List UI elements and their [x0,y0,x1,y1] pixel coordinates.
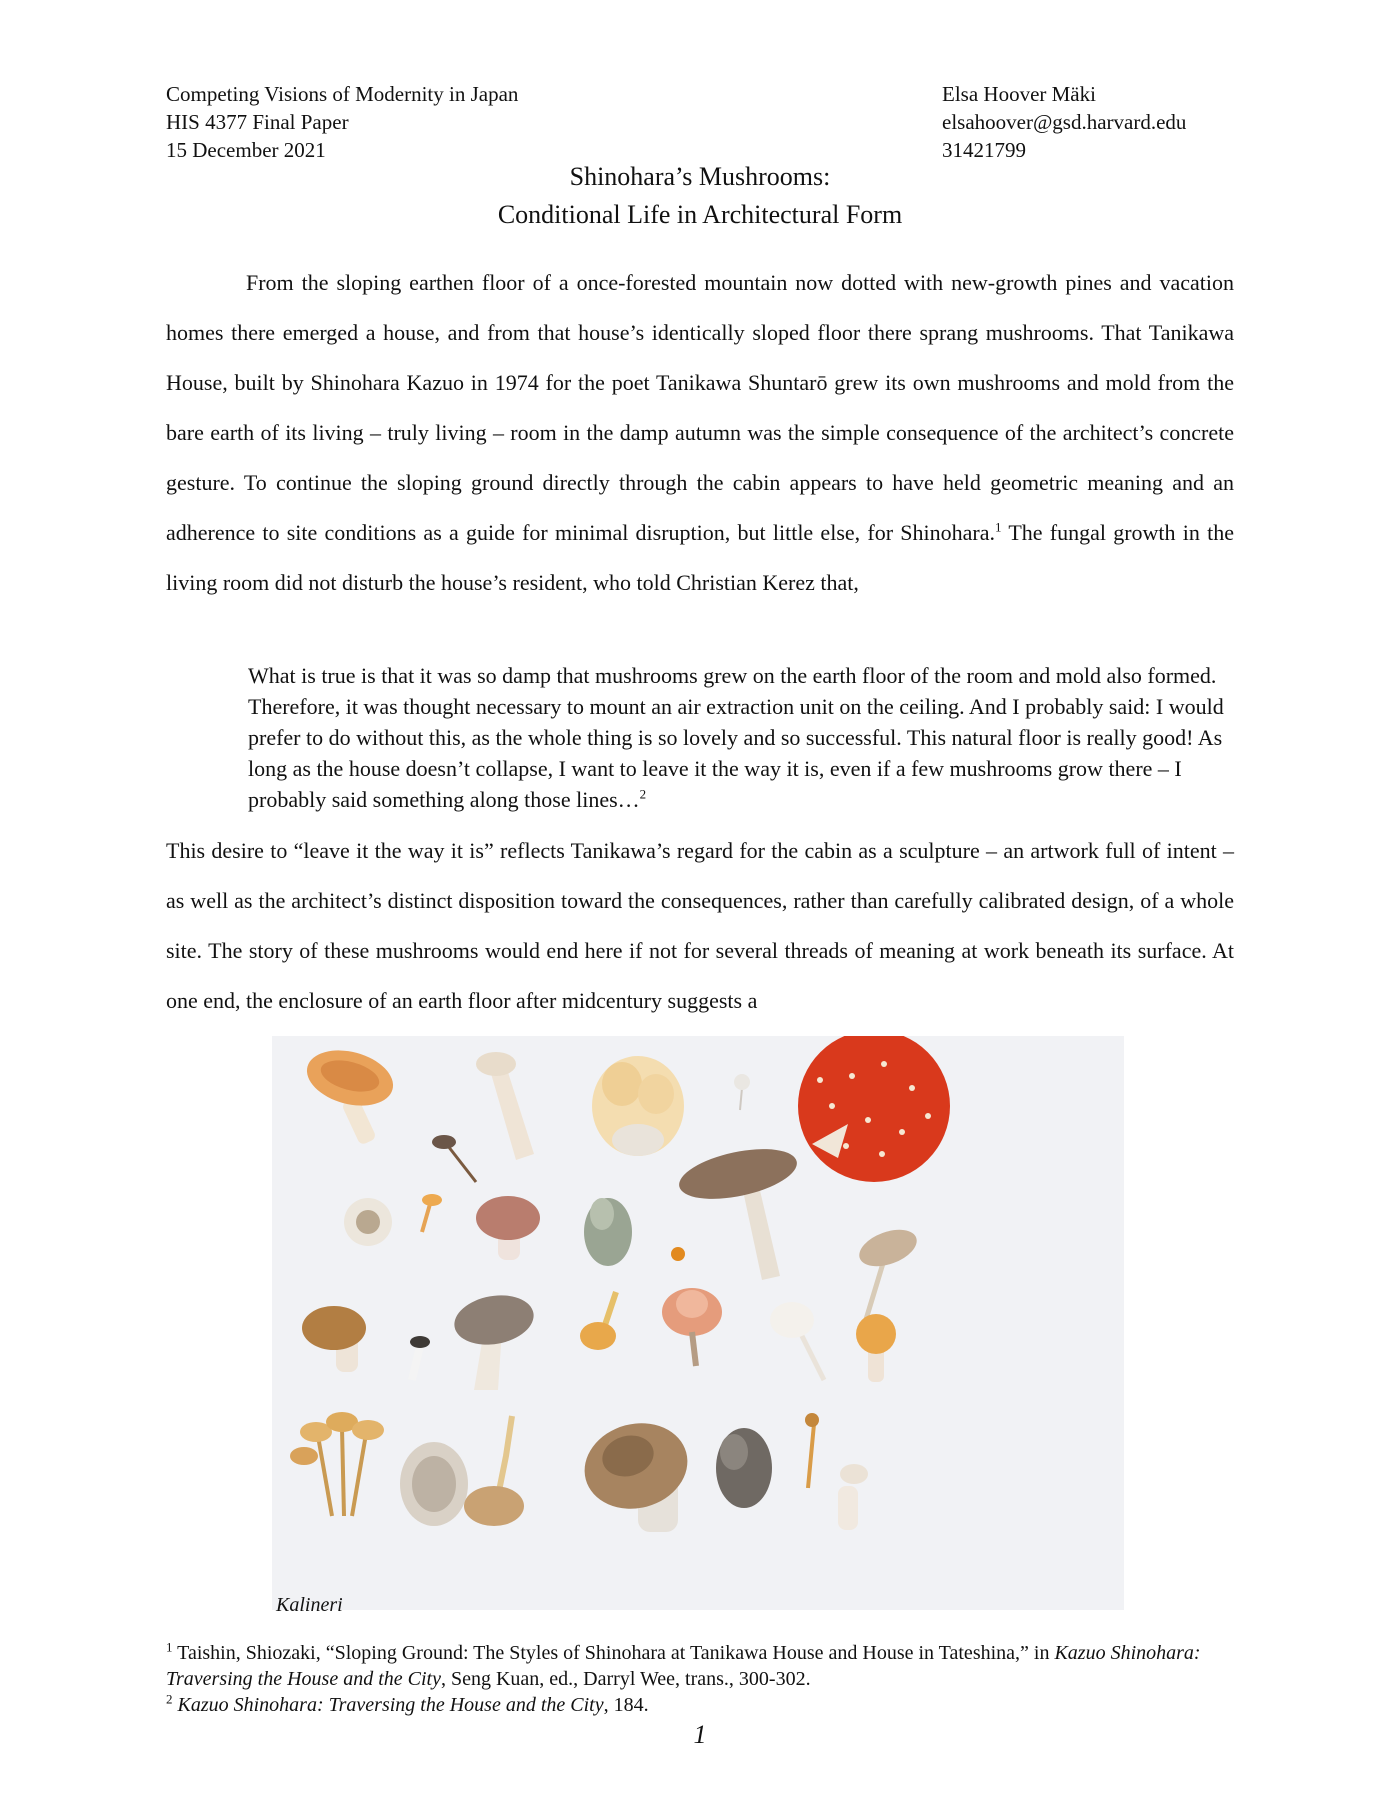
figure-caption: Kalineri [276,1594,343,1616]
student-id: 31421799 [942,138,1026,162]
white-round-cap [344,1198,392,1246]
title-line-2: Conditional Life in Architectural Form [497,200,903,229]
footnote-1 [166,1640,1236,1692]
course-title: Competing Visions of Modernity in Japan [166,82,519,106]
title-line-1: Shinohara’s Mushrooms: [569,162,831,191]
block-quote-text: What is true is that it was so damp that mushrooms grew on the earth floor of the room and mold also formed. Therefore, it was thought necessary to mount an air extraction unit on the ceiling. And I probably said: I would prefer to do without this, as the whole thing is so lovely and so successful. This natural floor is really good! As long as the house doesn’t collapse, I want to leave it the way it is, even if a few mushrooms grow there – I probably said something along those lines… [248,663,1224,812]
paragraph-2-text: This desire to “leave it the way it is” reflects Tanikawa’s regard for the cabin as a sculpture – an artwork full of intent – as well as the architect’s distinct disposition toward the consequences, rather than carefully calibrated design, of a whole site. The story of these mushrooms would end here if not for several threads of meaning at work beneath its surface. At one end, the enclosure of an earth floor after midcentury suggests a [166,838,1234,1013]
footnote-1-number: 1 [166,1639,173,1655]
footnote-2-title: Kazuo Shinohara: Traversing the House and the City [177,1694,604,1716]
tiny-orange-cup [671,1247,685,1261]
fly-agaric-red-cap [798,1036,950,1182]
coral-fungus [592,1056,684,1156]
paragraph-1-text-b: The fungal growth in the living room did not disturb the house’s resident, who told Christian Kerez that, [166,520,1234,595]
grey-lichen [584,1198,632,1266]
author-email: elsahoover@gsd.harvard.edu [942,110,1187,134]
paper-title [0,158,1400,234]
footnote-1-title: Kazuo Shinohara: Traversing the House and the City [166,1642,1201,1690]
footnote-2-text-b: , 184. [603,1694,649,1716]
block-quote [248,660,1236,815]
truffle-like-fungus [400,1442,468,1526]
mushroom-photograph [272,1036,1124,1610]
footnote-2-number: 2 [166,1691,173,1707]
footnote-ref-2[interactable]: 2 [639,786,647,802]
footnotes [166,1640,1236,1718]
footnote-1-text-a: Taishin, Shiozaki, “Sloping Ground: The Styles of Shinohara at Tanikawa House and House in Tateshina,” in [172,1642,1055,1664]
paragraph-2 [166,826,1234,1026]
course-code: HIS 4377 Final Paper [166,110,349,134]
footnote-ref-1[interactable]: 1 [994,519,1002,535]
header-right [942,80,1186,164]
paragraph-1 [166,258,1234,608]
page-number: 1 [693,1720,707,1749]
paper-date: 15 December 2021 [166,138,326,162]
paragraph-1-text-a: From the sloping earthen floor of a once-forested mountain now dotted with new-growth pines and vacation homes there emerged a house, and from that house’s identically sloped floor there sprang mushrooms. That Tanikawa House, built by Shinohara Kazuo in 1974 for the poet Tanikawa Shuntarō grew its own mushrooms and mold from the bare earth of its living – truly living – room in the damp autumn was the simple consequence of the architect’s concrete gesture. To continue the sloping ground directly through the cabin appears to have held geometric meaning and an adherence to site conditions as a guide for minimal disruption, but little else, for Shinohara. [166,270,1234,545]
header-left [166,80,518,164]
footnote-2 [166,1692,1236,1718]
author-name: Elsa Hoover Mäki [942,82,1096,106]
dark-lichen [716,1428,772,1508]
footnote-1-text-b: , Seng Kuan, ed., Darryl Wee, trans., 300-302. [440,1668,811,1690]
